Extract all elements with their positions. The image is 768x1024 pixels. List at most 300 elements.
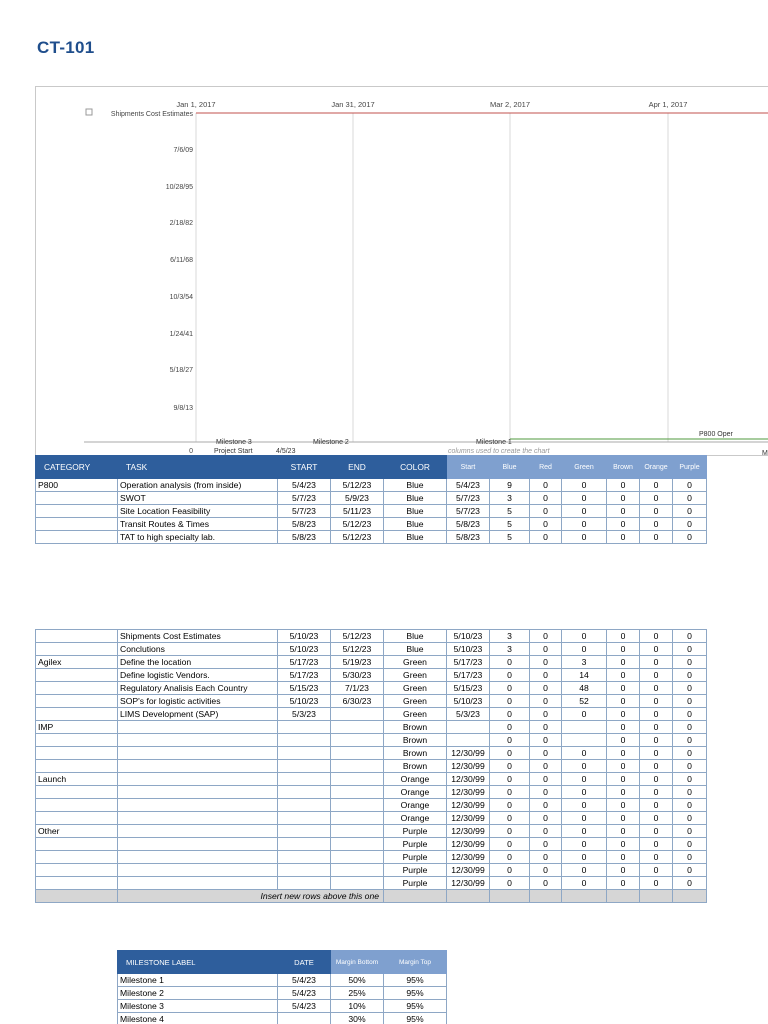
task-row-cell[interactable]: 0 [607, 786, 640, 799]
milestone-row-cell[interactable]: Milestone 4 [118, 1013, 278, 1024]
task-row-cell[interactable]: 0 [530, 492, 562, 505]
task-row-cell[interactable] [278, 747, 331, 760]
task-row-cell[interactable]: SWOT [118, 492, 278, 505]
task-row-cell[interactable] [118, 838, 278, 851]
task-row-cell[interactable]: 5/3/23 [278, 708, 331, 721]
task-row-cell[interactable]: 0 [490, 799, 530, 812]
task-row-cell[interactable]: 0 [673, 838, 707, 851]
task-row-cell[interactable] [331, 825, 384, 838]
task-row-cell[interactable]: 0 [490, 682, 530, 695]
task-row-cell[interactable]: Green [384, 695, 447, 708]
task-row-cell[interactable]: 5/7/23 [278, 492, 331, 505]
task-row-cell[interactable]: 0 [640, 773, 673, 786]
task-row-cell[interactable]: 0 [530, 747, 562, 760]
task-row-cell[interactable]: 5/17/23 [278, 669, 331, 682]
task-row-cell[interactable]: 0 [607, 643, 640, 656]
task-row-cell[interactable]: 0 [673, 825, 707, 838]
task-row-cell[interactable]: 0 [607, 825, 640, 838]
task-row-cell[interactable]: 12/30/99 [447, 786, 490, 799]
task-row-cell[interactable]: 0 [640, 708, 673, 721]
task-row-cell[interactable]: Orange [384, 812, 447, 825]
task-row-cell[interactable] [36, 492, 118, 505]
task-row-cell[interactable] [118, 760, 278, 773]
task-row-cell[interactable] [331, 864, 384, 877]
task-row-cell[interactable]: 12/30/99 [447, 825, 490, 838]
milestone-row-cell[interactable]: 50% [331, 974, 384, 987]
milestone-row-cell[interactable]: 10% [331, 1000, 384, 1013]
task-row-cell[interactable]: 0 [607, 531, 640, 544]
task-row-cell[interactable]: 0 [530, 877, 562, 890]
task-row-cell[interactable]: 0 [562, 708, 607, 721]
task-row-cell[interactable]: 0 [640, 505, 673, 518]
task-row-cell[interactable]: 0 [607, 669, 640, 682]
task-row-cell[interactable] [118, 864, 278, 877]
task-row-cell[interactable]: 5/19/23 [331, 656, 384, 669]
task-row-cell[interactable]: 0 [530, 630, 562, 643]
task-row-cell[interactable]: 0 [562, 812, 607, 825]
task-row-cell[interactable]: SOP's for logistic activities [118, 695, 278, 708]
task-row-cell[interactable]: 12/30/99 [447, 812, 490, 825]
task-row-cell[interactable] [36, 851, 118, 864]
task-row-cell[interactable]: 0 [562, 518, 607, 531]
task-row-cell[interactable] [447, 721, 490, 734]
task-row-cell[interactable] [36, 877, 118, 890]
task-row-cell[interactable] [278, 877, 331, 890]
task-row-cell[interactable] [36, 630, 118, 643]
task-row-cell[interactable]: Blue [384, 518, 447, 531]
task-row-cell[interactable]: 0 [673, 786, 707, 799]
task-row-cell[interactable]: 0 [490, 812, 530, 825]
task-row-cell[interactable]: Regulatory Analisis Each Country [118, 682, 278, 695]
task-row-cell[interactable] [278, 825, 331, 838]
task-row-cell[interactable]: Blue [384, 531, 447, 544]
task-row-cell[interactable]: 0 [562, 877, 607, 890]
task-row-cell[interactable]: 0 [530, 734, 562, 747]
task-row-cell[interactable]: Purple [384, 838, 447, 851]
task-row-cell[interactable]: 48 [562, 682, 607, 695]
task-row-cell[interactable]: 0 [490, 851, 530, 864]
task-row-cell[interactable]: 0 [607, 773, 640, 786]
task-row-cell[interactable]: 12/30/99 [447, 851, 490, 864]
task-row-cell[interactable]: 12/30/99 [447, 838, 490, 851]
task-row-cell[interactable]: 0 [530, 531, 562, 544]
task-row-cell[interactable]: 0 [562, 773, 607, 786]
milestone-row-cell[interactable]: 5/4/23 [278, 987, 331, 1000]
task-row-cell[interactable] [447, 734, 490, 747]
task-row-cell[interactable] [118, 825, 278, 838]
task-row-cell[interactable] [331, 812, 384, 825]
task-row-cell[interactable]: 6/30/23 [331, 695, 384, 708]
task-row-cell[interactable] [278, 838, 331, 851]
task-row-cell[interactable] [36, 747, 118, 760]
task-row-cell[interactable]: 0 [607, 812, 640, 825]
task-row-cell[interactable]: 0 [673, 695, 707, 708]
task-row-cell[interactable]: 0 [607, 734, 640, 747]
task-row-cell[interactable]: Green [384, 708, 447, 721]
task-row-cell[interactable]: 0 [607, 656, 640, 669]
task-row-cell[interactable]: 5/10/23 [447, 630, 490, 643]
task-row-cell[interactable]: 0 [490, 877, 530, 890]
task-row-cell[interactable]: 0 [673, 643, 707, 656]
task-row-cell[interactable]: 0 [673, 773, 707, 786]
task-row-cell[interactable]: 0 [530, 518, 562, 531]
task-row-cell[interactable]: 0 [562, 838, 607, 851]
milestone-row-cell[interactable]: 95% [384, 1000, 447, 1013]
task-row-cell[interactable]: IMP [36, 721, 118, 734]
task-row-cell[interactable]: 5/9/23 [331, 492, 384, 505]
task-row-cell[interactable]: 0 [640, 825, 673, 838]
task-row-cell[interactable]: 0 [607, 747, 640, 760]
task-row-cell[interactable]: 5/4/23 [278, 479, 331, 492]
task-row-cell[interactable]: 0 [530, 669, 562, 682]
task-row-cell[interactable]: 12/30/99 [447, 864, 490, 877]
task-row-cell[interactable]: 0 [490, 695, 530, 708]
task-row-cell[interactable] [118, 877, 278, 890]
task-row-cell[interactable]: Launch [36, 773, 118, 786]
task-row-cell[interactable]: 0 [640, 760, 673, 773]
task-row-cell[interactable]: 5/7/23 [447, 505, 490, 518]
task-row-cell[interactable]: 5/10/23 [447, 643, 490, 656]
task-row-cell[interactable]: Green [384, 682, 447, 695]
task-row-cell[interactable]: 0 [673, 682, 707, 695]
task-row-cell[interactable]: 12/30/99 [447, 773, 490, 786]
task-row-cell[interactable]: 5/30/23 [331, 669, 384, 682]
task-row-cell[interactable]: Green [384, 669, 447, 682]
task-row-cell[interactable] [118, 721, 278, 734]
task-row-cell[interactable] [36, 786, 118, 799]
task-row-cell[interactable]: Brown [384, 721, 447, 734]
task-row-cell[interactable]: Define the location [118, 656, 278, 669]
task-row-cell[interactable]: 0 [562, 825, 607, 838]
task-row-cell[interactable]: 0 [607, 708, 640, 721]
task-row-cell[interactable]: 12/30/99 [447, 799, 490, 812]
task-row-cell[interactable]: 0 [607, 721, 640, 734]
task-row-cell[interactable]: 0 [562, 531, 607, 544]
task-row-cell[interactable]: 0 [562, 643, 607, 656]
milestone-row-cell[interactable]: Milestone 2 [118, 987, 278, 1000]
task-row-cell[interactable]: 0 [530, 505, 562, 518]
task-row-cell[interactable] [278, 773, 331, 786]
task-row-cell[interactable]: 0 [640, 531, 673, 544]
task-row-cell[interactable]: 5/12/23 [331, 479, 384, 492]
task-row-cell[interactable]: 0 [673, 708, 707, 721]
task-row-cell[interactable] [278, 864, 331, 877]
task-row-cell[interactable]: 5/15/23 [278, 682, 331, 695]
task-row-cell[interactable]: 0 [607, 492, 640, 505]
task-row-cell[interactable]: 0 [640, 721, 673, 734]
task-row-cell[interactable]: 0 [673, 799, 707, 812]
task-row-cell[interactable]: Orange [384, 773, 447, 786]
task-row-cell[interactable] [331, 760, 384, 773]
task-row-cell[interactable]: 5/12/23 [331, 630, 384, 643]
task-row-cell[interactable]: 5 [490, 531, 530, 544]
task-row-cell[interactable]: 0 [640, 799, 673, 812]
task-row-cell[interactable]: Site Location Feasibility [118, 505, 278, 518]
task-row-cell[interactable]: 0 [673, 669, 707, 682]
task-row-cell[interactable]: 0 [673, 747, 707, 760]
milestone-row-cell[interactable]: 5/4/23 [278, 1000, 331, 1013]
task-row-cell[interactable]: 5 [490, 505, 530, 518]
task-row-cell[interactable] [278, 812, 331, 825]
task-row-cell[interactable]: Orange [384, 799, 447, 812]
task-row-cell[interactable]: 0 [607, 864, 640, 877]
task-row-cell[interactable]: 0 [673, 518, 707, 531]
task-row-cell[interactable]: 0 [530, 643, 562, 656]
task-row-cell[interactable] [118, 812, 278, 825]
task-row-cell[interactable]: 5/7/23 [278, 505, 331, 518]
task-row-cell[interactable] [36, 669, 118, 682]
task-row-cell[interactable]: 0 [640, 838, 673, 851]
task-row-cell[interactable]: 0 [490, 747, 530, 760]
task-row-cell[interactable]: 0 [530, 812, 562, 825]
task-row-cell[interactable]: Purple [384, 864, 447, 877]
task-row-cell[interactable]: 12/30/99 [447, 877, 490, 890]
task-row-cell[interactable]: 0 [530, 825, 562, 838]
task-row-cell[interactable]: 0 [530, 851, 562, 864]
task-row-cell[interactable]: 0 [490, 669, 530, 682]
task-row-cell[interactable]: Blue [384, 492, 447, 505]
task-row-cell[interactable]: 0 [640, 877, 673, 890]
task-row-cell[interactable]: 0 [607, 799, 640, 812]
task-row-cell[interactable] [36, 695, 118, 708]
task-row-cell[interactable]: 12/30/99 [447, 747, 490, 760]
task-row-cell[interactable]: P800 [36, 479, 118, 492]
task-row-cell[interactable]: 0 [562, 492, 607, 505]
task-row-cell[interactable] [36, 708, 118, 721]
task-row-cell[interactable]: 0 [562, 786, 607, 799]
task-row-cell[interactable]: LIMS Development (SAP) [118, 708, 278, 721]
task-row-cell[interactable] [36, 734, 118, 747]
task-row-cell[interactable]: Blue [384, 643, 447, 656]
task-row-cell[interactable]: Brown [384, 734, 447, 747]
task-row-cell[interactable] [36, 505, 118, 518]
task-row-cell[interactable]: Purple [384, 825, 447, 838]
task-row-cell[interactable]: 5/3/23 [447, 708, 490, 721]
task-row-cell[interactable]: 0 [562, 799, 607, 812]
task-row-cell[interactable]: 0 [640, 734, 673, 747]
task-row-cell[interactable]: 0 [530, 799, 562, 812]
task-row-cell[interactable]: 0 [530, 760, 562, 773]
task-row-cell[interactable]: 0 [640, 656, 673, 669]
task-row-cell[interactable]: 0 [673, 812, 707, 825]
task-row-cell[interactable]: 0 [673, 864, 707, 877]
task-row-cell[interactable]: 0 [607, 518, 640, 531]
task-row-cell[interactable] [331, 877, 384, 890]
task-row-cell[interactable]: 0 [530, 838, 562, 851]
task-row-cell[interactable]: Purple [384, 877, 447, 890]
milestone-row-cell[interactable]: 5/4/23 [278, 974, 331, 987]
task-row-cell[interactable]: Other [36, 825, 118, 838]
task-row-cell[interactable] [331, 773, 384, 786]
task-row-cell[interactable]: Brown [384, 760, 447, 773]
task-row-cell[interactable]: 5/12/23 [331, 531, 384, 544]
task-row-cell[interactable] [118, 786, 278, 799]
task-row-cell[interactable]: 5/4/23 [447, 479, 490, 492]
task-row-cell[interactable]: 0 [607, 479, 640, 492]
task-row-cell[interactable]: 0 [490, 825, 530, 838]
task-row-cell[interactable] [36, 838, 118, 851]
task-row-cell[interactable] [36, 531, 118, 544]
milestone-row-cell[interactable]: 95% [384, 1013, 447, 1024]
task-row-cell[interactable]: Define logistic Vendors. [118, 669, 278, 682]
task-row-cell[interactable] [331, 799, 384, 812]
task-row-cell[interactable] [118, 734, 278, 747]
task-row-cell[interactable]: 5/10/23 [447, 695, 490, 708]
task-row-cell[interactable] [331, 708, 384, 721]
task-row-cell[interactable] [278, 799, 331, 812]
task-row-cell[interactable] [331, 721, 384, 734]
task-row-cell[interactable]: 0 [640, 643, 673, 656]
task-row-cell[interactable] [331, 734, 384, 747]
task-row-cell[interactable]: 0 [607, 630, 640, 643]
task-row-cell[interactable]: 0 [640, 518, 673, 531]
task-row-cell[interactable]: Agilex [36, 656, 118, 669]
task-row-cell[interactable]: 0 [640, 695, 673, 708]
task-row-cell[interactable]: 0 [673, 734, 707, 747]
task-row-cell[interactable]: 0 [673, 531, 707, 544]
task-row-cell[interactable]: 0 [562, 864, 607, 877]
task-row-cell[interactable] [36, 799, 118, 812]
task-row-cell[interactable]: 0 [607, 760, 640, 773]
task-row-cell[interactable]: 0 [490, 864, 530, 877]
task-row-cell[interactable]: 0 [530, 479, 562, 492]
task-row-cell[interactable]: Orange [384, 786, 447, 799]
task-row-cell[interactable]: 0 [530, 682, 562, 695]
task-row-cell[interactable] [331, 838, 384, 851]
milestone-row-cell[interactable]: 25% [331, 987, 384, 1000]
task-row-cell[interactable] [278, 760, 331, 773]
milestone-row-cell[interactable]: 30% [331, 1013, 384, 1024]
task-row-cell[interactable]: 5/8/23 [447, 531, 490, 544]
task-row-cell[interactable]: Blue [384, 479, 447, 492]
task-row-cell[interactable]: 0 [607, 695, 640, 708]
task-row-cell[interactable]: 0 [607, 877, 640, 890]
task-row-cell[interactable]: 0 [562, 760, 607, 773]
task-row-cell[interactable]: 5/10/23 [278, 695, 331, 708]
task-row-cell[interactable]: Transit Routes & Times [118, 518, 278, 531]
task-row-cell[interactable]: Operation analysis (from inside) [118, 479, 278, 492]
task-row-cell[interactable] [118, 747, 278, 760]
task-row-cell[interactable]: 0 [530, 656, 562, 669]
task-row-cell[interactable]: 0 [490, 838, 530, 851]
milestone-row-cell[interactable]: Milestone 3 [118, 1000, 278, 1013]
milestone-row-cell[interactable]: 95% [384, 987, 447, 1000]
task-row-cell[interactable]: 7/1/23 [331, 682, 384, 695]
task-row-cell[interactable]: 12/30/99 [447, 760, 490, 773]
task-row-cell[interactable]: TAT to high specialty lab. [118, 531, 278, 544]
task-row-cell[interactable]: 0 [673, 505, 707, 518]
task-row-cell[interactable] [36, 518, 118, 531]
task-row-cell[interactable] [562, 734, 607, 747]
task-row-cell[interactable]: 5/12/23 [331, 643, 384, 656]
task-row-cell[interactable]: 0 [673, 479, 707, 492]
task-row-cell[interactable]: 0 [490, 656, 530, 669]
task-row-cell[interactable]: 0 [562, 505, 607, 518]
task-row-cell[interactable]: 0 [640, 669, 673, 682]
task-row-cell[interactable]: 0 [490, 734, 530, 747]
milestone-row-cell[interactable]: Milestone 1 [118, 974, 278, 987]
task-row-cell[interactable]: 5/15/23 [447, 682, 490, 695]
task-row-cell[interactable]: 5/8/23 [278, 531, 331, 544]
task-row-cell[interactable]: 0 [673, 492, 707, 505]
task-row-cell[interactable]: 9 [490, 479, 530, 492]
task-row-cell[interactable]: 0 [530, 708, 562, 721]
task-row-cell[interactable]: 5/11/23 [331, 505, 384, 518]
task-row-cell[interactable]: 3 [490, 630, 530, 643]
task-row-cell[interactable] [36, 682, 118, 695]
task-row-cell[interactable]: 0 [607, 838, 640, 851]
task-row-cell[interactable] [118, 773, 278, 786]
task-row-cell[interactable] [36, 864, 118, 877]
task-row-cell[interactable]: 5/17/23 [447, 656, 490, 669]
task-row-cell[interactable]: Green [384, 656, 447, 669]
task-row-cell[interactable]: 3 [490, 492, 530, 505]
task-row-cell[interactable]: 0 [562, 479, 607, 492]
task-row-cell[interactable]: 5 [490, 518, 530, 531]
task-row-cell[interactable]: 3 [562, 656, 607, 669]
task-row-cell[interactable]: 0 [490, 773, 530, 786]
task-row-cell[interactable]: Conclutions [118, 643, 278, 656]
task-row-cell[interactable] [118, 851, 278, 864]
task-row-cell[interactable]: 0 [640, 864, 673, 877]
task-row-cell[interactable]: 0 [607, 682, 640, 695]
task-row-cell[interactable]: 0 [673, 760, 707, 773]
task-row-cell[interactable]: 5/8/23 [447, 518, 490, 531]
task-row-cell[interactable] [331, 747, 384, 760]
task-row-cell[interactable]: 0 [490, 721, 530, 734]
task-row-cell[interactable]: 0 [562, 747, 607, 760]
milestone-row-cell[interactable]: 95% [384, 974, 447, 987]
task-row-cell[interactable]: 0 [562, 851, 607, 864]
task-row-cell[interactable]: 0 [673, 721, 707, 734]
task-row-cell[interactable]: 0 [607, 851, 640, 864]
task-row-cell[interactable] [36, 812, 118, 825]
task-row-cell[interactable]: 0 [640, 812, 673, 825]
task-row-cell[interactable] [278, 851, 331, 864]
task-row-cell[interactable]: 0 [530, 695, 562, 708]
task-row-cell[interactable]: 0 [673, 630, 707, 643]
task-row-cell[interactable] [118, 799, 278, 812]
task-row-cell[interactable]: 0 [530, 721, 562, 734]
task-row-cell[interactable]: 0 [640, 492, 673, 505]
task-row-cell[interactable]: 0 [490, 708, 530, 721]
task-row-cell[interactable]: 5/17/23 [278, 656, 331, 669]
task-row-cell[interactable]: 0 [673, 877, 707, 890]
task-row-cell[interactable]: 0 [640, 747, 673, 760]
task-row-cell[interactable]: 0 [490, 760, 530, 773]
task-row-cell[interactable]: 5/10/23 [278, 643, 331, 656]
task-row-cell[interactable] [331, 851, 384, 864]
task-row-cell[interactable]: 3 [490, 643, 530, 656]
task-row-cell[interactable]: Blue [384, 630, 447, 643]
task-row-cell[interactable]: 5/12/23 [331, 518, 384, 531]
task-row-cell[interactable]: 5/7/23 [447, 492, 490, 505]
task-row-cell[interactable] [278, 721, 331, 734]
task-row-cell[interactable] [36, 643, 118, 656]
task-row-cell[interactable]: 5/10/23 [278, 630, 331, 643]
task-row-cell[interactable]: Purple [384, 851, 447, 864]
task-row-cell[interactable] [278, 734, 331, 747]
task-row-cell[interactable]: 0 [530, 786, 562, 799]
task-row-cell[interactable] [562, 721, 607, 734]
task-row-cell[interactable] [331, 786, 384, 799]
task-row-cell[interactable]: 5/8/23 [278, 518, 331, 531]
task-row-cell[interactable]: 0 [562, 630, 607, 643]
task-row-cell[interactable]: 0 [673, 656, 707, 669]
task-row-cell[interactable]: Blue [384, 505, 447, 518]
task-row-cell[interactable]: 0 [640, 851, 673, 864]
milestone-row-cell[interactable] [278, 1013, 331, 1024]
